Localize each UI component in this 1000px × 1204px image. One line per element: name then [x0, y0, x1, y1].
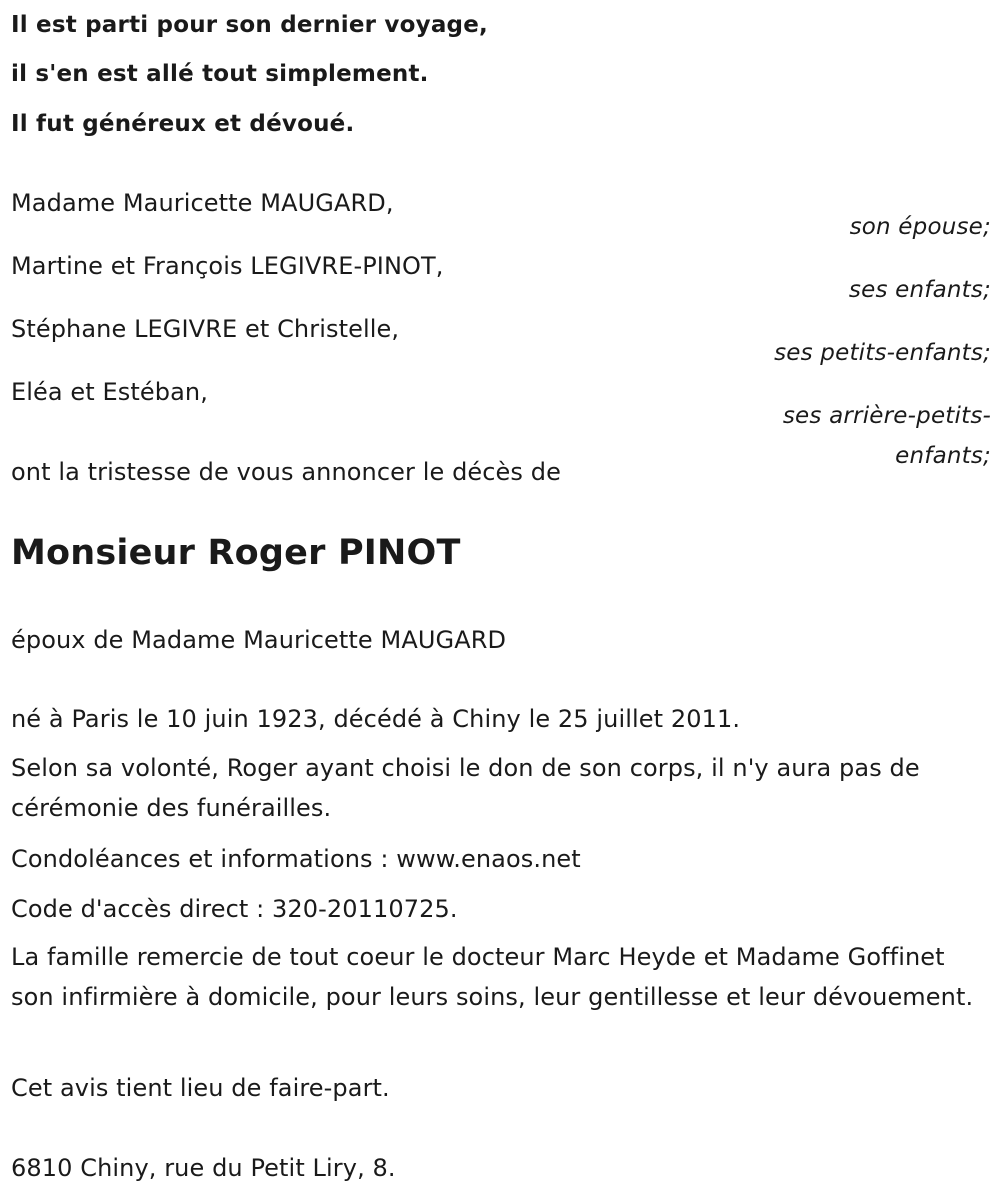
announcement: ont la tristesse de vous annoncer le décès de: [11, 458, 561, 486]
address: 6810 Chiny, rue du Petit Liry, 8.: [11, 1154, 396, 1182]
condolences-info: Condoléances et informations : www.enaos.net: [11, 845, 581, 873]
family-member-spouse: Madame Mauricette MAUGARD,: [11, 189, 394, 217]
poem-line-1: Il est parti pour son dernier voyage,: [11, 12, 488, 38]
relation-great-grandchildren-line-2: enfants;: [895, 443, 991, 469]
relation-great-grandchildren-line-1: ses arrière-petits-: [782, 403, 991, 429]
deceased-name: Monsieur Roger PINOT: [11, 533, 461, 573]
thanks-paragraph: La famille remercie de tout coeur le docteur Marc Heyde et Madame Goffinet son infirmière à domicile, pour leurs soins, leur gentillesse et leur dévouement.: [11, 943, 974, 1011]
relation-children: ses enfants;: [848, 277, 991, 303]
spouse-line: époux de Madame Mauricette MAUGARD: [11, 626, 507, 654]
poem-line-3: Il fut généreux et dévoué.: [11, 111, 355, 137]
notice-line: Cet avis tient lieu de faire-part.: [11, 1074, 390, 1102]
family-member-great-grandchildren: Eléa et Estéban,: [11, 378, 208, 406]
family-member-grandchildren: Stéphane LEGIVRE et Christelle,: [11, 315, 400, 343]
birth-death-line: né à Paris le 10 juin 1923, décédé à Chiny le 25 juillet 2011.: [11, 705, 741, 733]
access-code: Code d'accès direct : 320-20110725.: [11, 895, 458, 923]
relation-grandchildren: ses petits-enfants;: [774, 340, 991, 366]
family-member-children: Martine et François LEGIVRE-PINOT,: [11, 252, 444, 280]
poem-line-2: il s'en est allé tout simplement.: [11, 61, 429, 87]
relation-spouse: son épouse;: [849, 214, 991, 240]
funeral-wish: Selon sa volonté, Roger ayant choisi le don de son corps, il n'y aura pas de cérémonie des funérailles.: [11, 754, 920, 822]
